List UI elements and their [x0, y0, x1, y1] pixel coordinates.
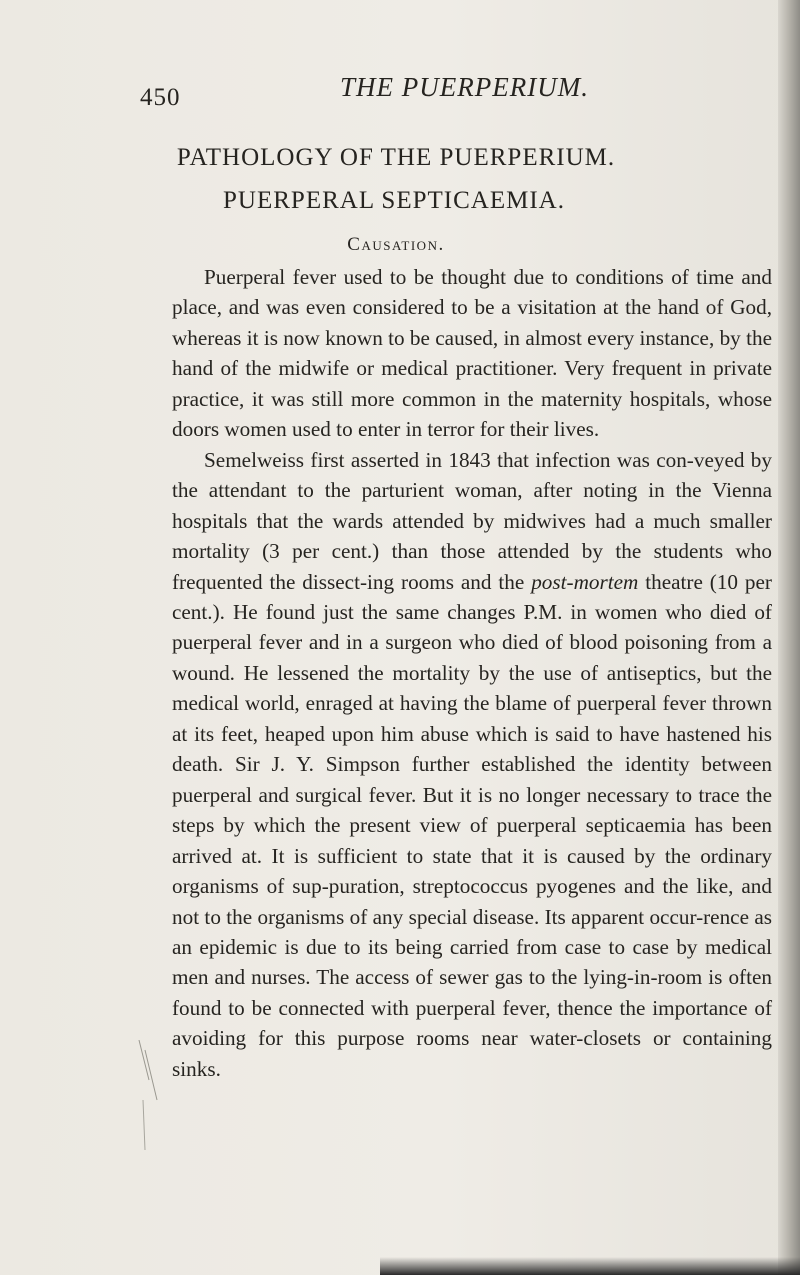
italic-term: post-mortem — [531, 569, 639, 594]
section-title: PUERPERAL SEPTICAEMIA. — [223, 187, 565, 214]
subsection-title: Causation. — [347, 234, 445, 255]
paragraph: Puerperal fever used to be thought due to conditions of time and place, and was even considered to be a visitation at the hand of God, whereas it is now known to be caused, in almost every instance, by the hand of the midwife or medical practitioner. Very frequent in private practice, it was still more common in the maternity hospitals, whose doors women used to enter in terror for their lives. — [172, 265, 772, 442]
body-text — [172, 262, 772, 1084]
page-edge-shadow — [380, 1245, 800, 1275]
page-number: 450 — [140, 84, 181, 111]
chapter-title: PATHOLOGY OF THE PUERPERIUM. — [176, 144, 616, 171]
paragraph — [172, 445, 772, 1085]
running-head: THE PUERPERIUM. — [340, 72, 589, 102]
paragraph-text: theatre (10 per cent.). He found just the same changes P.M. in women who died of puerperal fever and in a surgeon who died of blood poisoning from a wound. He lessened the mortality by the use of antiseptics, but the medical world, enraged at having the blame of puerperal fever thrown at its feet, heaped upon him abuse which is said to have hastened his death. Sir J. Y. Simpson further established the identity between puerperal and surgical fever. But it is no longer necessary to trace the steps by which the present view of puerperal septicaemia has been arrived at. It is sufficient to state that it is caused by the ordinary organisms of sup-puration, streptococcus pyogenes and the like, and not to the organisms of any special disease. Its apparent occur-rence as an epidemic is due to its being carried from case to case by medical men and nurses. The access of sewer gas to the lying-in-room is often found to be connected with puerperal fever, thence the importance of avoiding for this purpose rooms near water-closets or containing sinks. — [172, 569, 772, 1081]
pencil-margin-mark — [135, 1040, 175, 1160]
paragraph-text: Semelweiss first asserted in 1843 that infection was con-veyed by the attendant to the parturient woman, after noting in the Vienna hospitals that the wards attended by midwives had a much smaller mortality (3 per cent.) than those attended by the students who frequented the dissect-ing rooms and the — [172, 447, 772, 594]
